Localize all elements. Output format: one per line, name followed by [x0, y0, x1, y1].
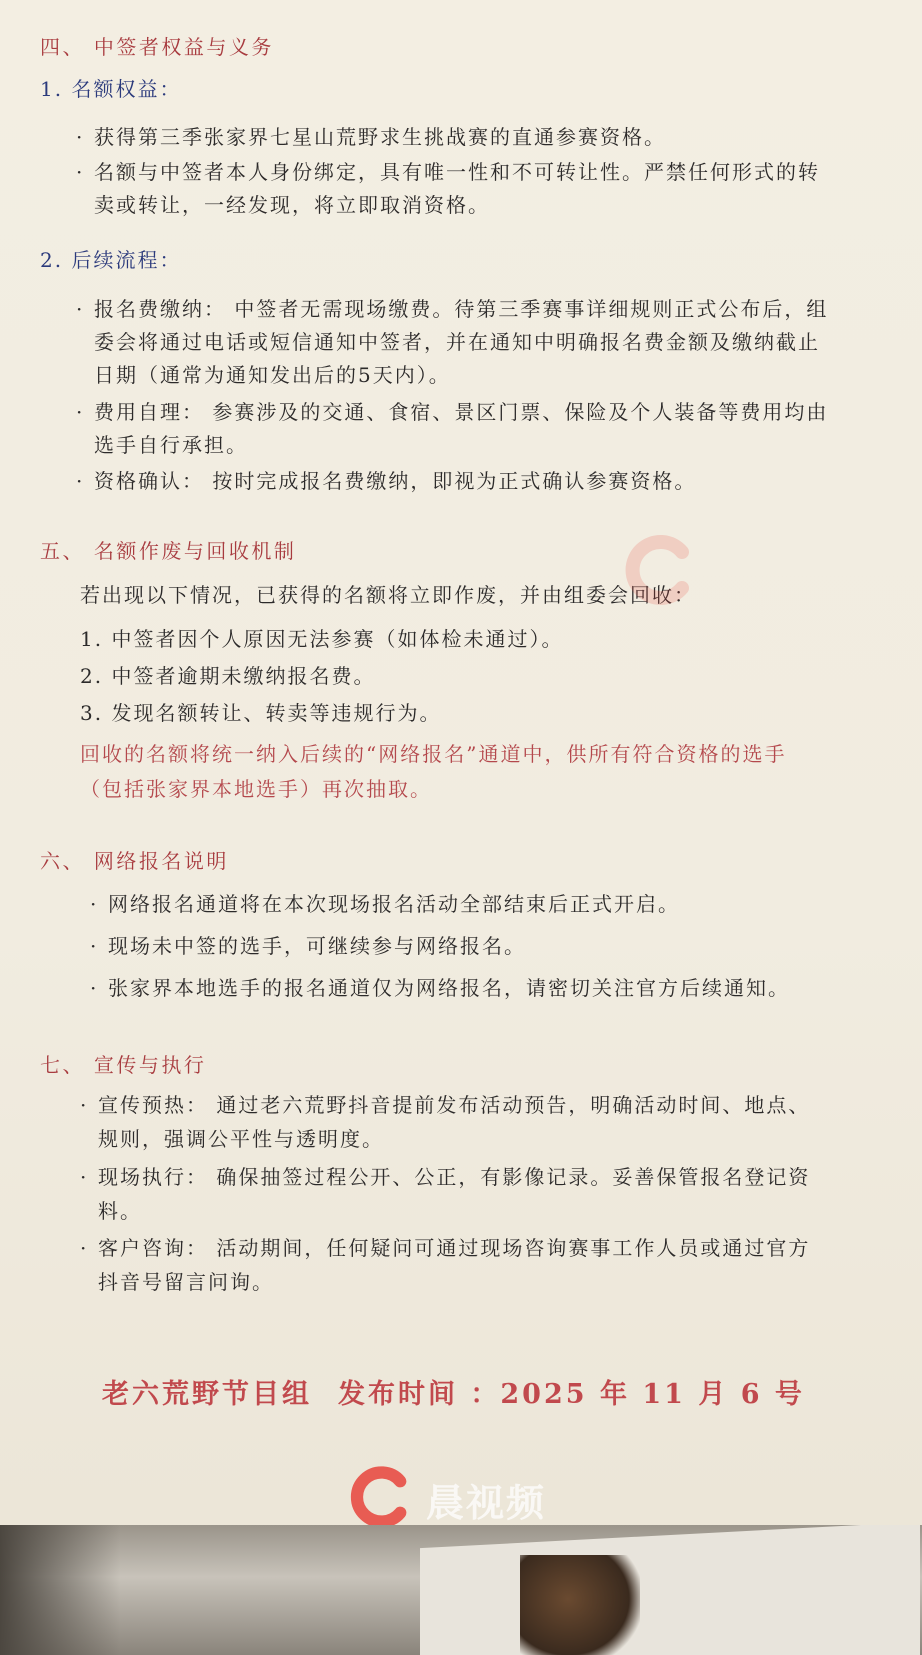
list-item: · 资格确认： 按时完成报名费缴纳，即视为正式确认参赛资格。	[76, 469, 697, 493]
section-6-title: 六、 网络报名说明	[40, 849, 229, 873]
list-item: · 费用自理： 参赛涉及的交通、食宿、景区门票、保险及个人装备等费用均由	[76, 400, 829, 424]
document-footer	[102, 1372, 805, 1411]
section-5-intro: 若出现以下情况，已获得的名额将立即作废，并由组委会回收：	[80, 583, 696, 607]
list-item: · 宣传预热： 通过老六荒野抖音提前发布活动预告，明确活动时间、地点、	[80, 1093, 811, 1117]
chenshipin-logo-icon	[346, 1462, 416, 1525]
section-5-note: 回收的名额将统一纳入后续的“网络报名”通道中，供所有符合资格的选手	[80, 742, 787, 766]
list-item: · 客户咨询： 活动期间，任何疑问可通过现场咨询赛事工作人员或通过官方	[80, 1236, 811, 1260]
list-item: · 现场执行： 确保抽签过程公开、公正，有影像记录。妥善保管报名登记资	[80, 1165, 811, 1189]
list-item-continued: 选手自行承担。	[94, 433, 248, 457]
list-item: 2. 中签者逾期未缴纳报名费。	[80, 664, 376, 688]
list-item: · 张家界本地选手的报名通道仅为网络报名，请密切关注官方后续通知。	[90, 976, 790, 1000]
watermark-logo-icon	[620, 530, 700, 610]
background-photo-strip	[0, 1525, 922, 1655]
list-item: · 名额与中签者本人身份绑定，具有唯一性和不可转让性。严禁任何形式的转	[76, 160, 820, 184]
list-item-continued: 卖或转让，一经发现，将立即取消资格。	[94, 193, 490, 217]
list-item-continued: 抖音号留言问询。	[98, 1270, 274, 1294]
section-7-title: 七、 宣传与执行	[40, 1053, 207, 1077]
list-item-continued: 规则，强调公平性与透明度。	[98, 1127, 384, 1151]
section-4-sub1-title: 1. 名额权益：	[40, 77, 182, 101]
list-item-continued: 日期（通常为通知发出后的5天内）。	[94, 363, 451, 387]
section-5-title: 五、 名额作废与回收机制	[40, 539, 297, 563]
list-item: 3. 发现名额转让、转卖等违规行为。	[80, 701, 442, 725]
footer-org: 老六荒野节目组	[102, 1379, 312, 1410]
watermark-text: 晨视频	[426, 1481, 547, 1525]
footer-date: 发布时间 ：2025 年 11 月 6 号	[338, 1379, 805, 1410]
list-item-continued: 料。	[98, 1199, 142, 1223]
section-5-note-continued: （包括张家界本地选手）再次抽取。	[80, 777, 432, 801]
list-item: · 获得第三季张家界七星山荒野求生挑战赛的直通参赛资格。	[76, 125, 666, 149]
list-item: 1. 中签者因个人原因无法参赛（如体检未通过）。	[80, 627, 564, 651]
list-item: · 现场未中签的选手，可继续参与网络报名。	[90, 934, 526, 958]
list-item-continued: 委会将通过电话或短信通知中签者，并在通知中明确报名费金额及缴纳截止	[94, 330, 820, 354]
section-4-sub2-title: 2. 后续流程：	[40, 248, 182, 272]
list-item: · 网络报名通道将在本次现场报名活动全部结束后正式开启。	[90, 892, 680, 916]
section-4-title: 四、 中签者权益与义务	[40, 35, 274, 59]
list-item: · 报名费缴纳： 中签者无需现场缴费。待第三季赛事详细规则正式公布后，组	[76, 297, 829, 321]
